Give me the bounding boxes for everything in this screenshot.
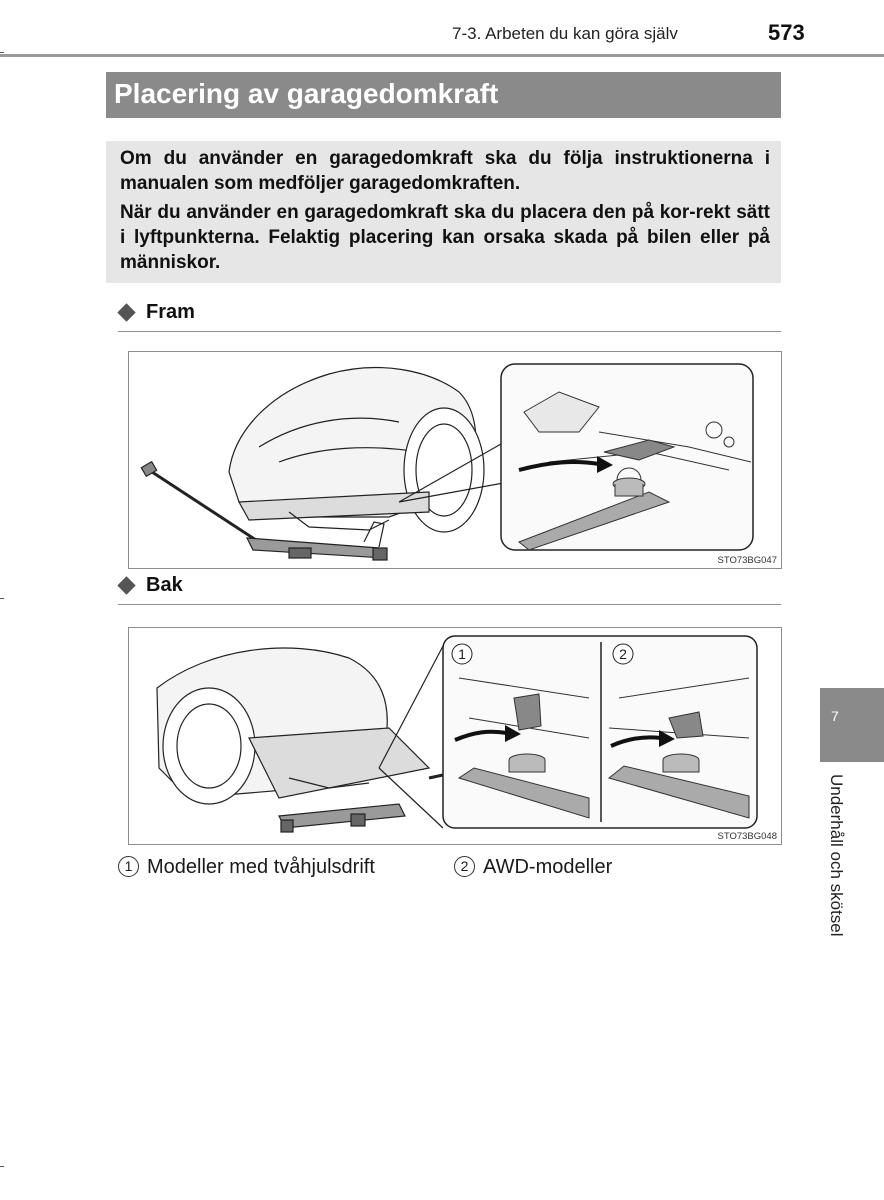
front-jack-illustration: [129, 352, 781, 568]
front-heading: [118, 301, 781, 332]
rear-heading-text: Bak: [146, 574, 183, 596]
front-heading-text: Fram: [146, 301, 195, 323]
inset-label-1: 1: [458, 646, 466, 662]
diamond-bullet-icon: [117, 303, 135, 321]
diamond-bullet-icon: [117, 576, 135, 594]
caption-2-number: 2: [454, 856, 475, 877]
inset-label-2: 2: [619, 646, 627, 662]
page-title: Placering av garagedomkraft: [114, 78, 499, 109]
crop-mark: [0, 598, 4, 599]
warning-paragraph-2: När du använder en garagedomkraft ska du placera den på kor-rekt sätt i lyftpunkterna. Felaktig placering kan orsaka skada på bilen eller på människor.: [120, 202, 770, 273]
rear-jack-illustration: [129, 628, 781, 844]
rear-figure: [128, 627, 782, 845]
section-header: 7-3. Arbeten du kan göra själv: [452, 24, 678, 43]
warning-paragraph-1: Om du använder en garagedomkraft ska du följa instruktionerna i manualen som medföljer garagedomkraften.: [120, 148, 770, 194]
rear-figure-code: STO73BG048: [717, 831, 777, 842]
crop-mark: [0, 1166, 4, 1167]
caption-2-text: AWD-modeller: [483, 856, 613, 878]
chapter-number: 7: [831, 708, 839, 724]
caption-1: [118, 856, 375, 879]
caption-1-number: 1: [118, 856, 139, 877]
page-number: 573: [768, 20, 805, 45]
rear-heading: [118, 574, 781, 605]
caption-2: [454, 856, 612, 879]
title-bar: [106, 72, 781, 118]
crop-mark: [0, 52, 4, 53]
chapter-label: Underhåll och skötsel: [827, 774, 846, 937]
chapter-tab: [820, 688, 884, 762]
header-divider: [0, 54, 884, 57]
front-figure-code: STO73BG047: [717, 555, 777, 566]
caption-1-text: Modeller med tvåhjulsdrift: [147, 856, 375, 878]
warning-box: [106, 141, 781, 283]
front-figure: [128, 351, 782, 569]
